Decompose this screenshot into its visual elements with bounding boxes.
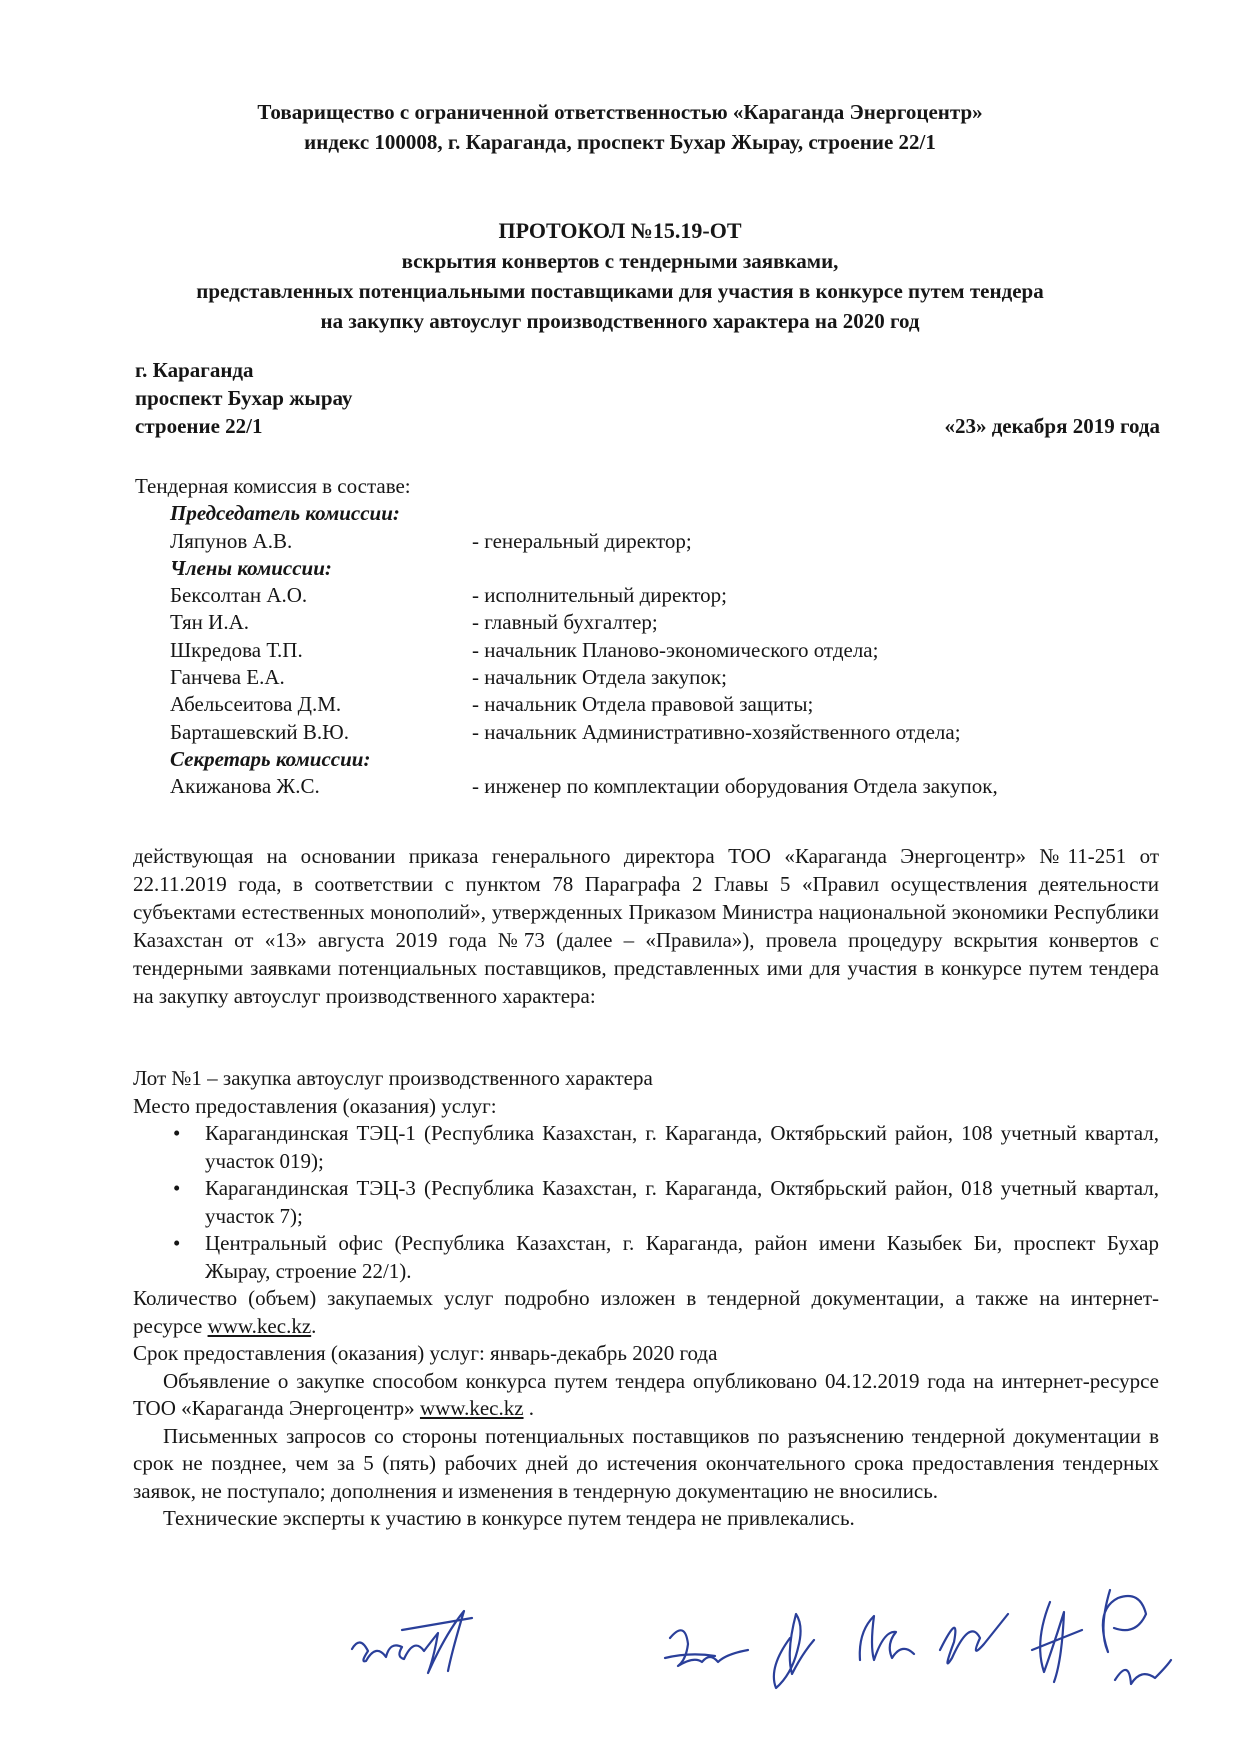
quantity-end: .: [311, 1313, 317, 1338]
quantity-paragraph: [133, 1285, 1159, 1340]
member-name: Барташевский В.Ю.: [170, 719, 349, 744]
place-street: проспект Бухар жырау: [135, 386, 353, 410]
commission-row: [135, 719, 1165, 746]
member-position: - начальник Административно-хозяйственного отдела;: [472, 719, 961, 744]
organization-name: Товарищество с ограниченной ответственностью «Караганда Энергоцентр»: [257, 100, 983, 124]
location-text: Карагандинская ТЭЦ-1 (Республика Казахстан, г. Караганда, Октябрьский район, 108 учетный квартал, участок 019);: [205, 1121, 1159, 1173]
member-name: Тян И.А.: [170, 610, 250, 635]
organization-header: [0, 97, 1240, 157]
place-city: г. Караганда: [135, 358, 254, 382]
member-position: - генеральный директор;: [472, 528, 692, 553]
requests-paragraph: Письменных запросов со стороны потенциальных поставщиков по разъяснению тендерной документации в срок не позднее, чем за 5 (пять) рабочих дней до истечения окончательного срока предоставления тендерных заявок, не поступало; дополнения и изменения в тендерную документацию не вносились.: [133, 1423, 1159, 1503]
member-name: Абельсеитова Д.М.: [170, 692, 342, 717]
signature-5: [940, 1614, 1008, 1663]
service-term: Срок предоставления (оказания) услуг: январь-декабрь 2020 года: [133, 1341, 718, 1365]
member-position: - начальник Отдела закупок;: [472, 665, 727, 690]
announcement-paragraph: [133, 1368, 1159, 1423]
protocol-subtitle-2: представленных потенциальными поставщиками для участия в конкурсе путем тендера: [196, 279, 1044, 303]
lot-section: [133, 1065, 1159, 1533]
announcement-end: .: [523, 1396, 535, 1420]
bullet-icon: •: [173, 1176, 181, 1200]
protocol-subtitle-1: вскрытия конвертов с тендерными заявками,: [401, 249, 839, 273]
protocol-title: [0, 216, 1240, 336]
signature-3: [774, 1614, 814, 1688]
member-position: - начальник Отдела правовой защиты;: [472, 692, 814, 717]
commission-row: [135, 691, 1165, 718]
chair-label: Председатель комиссии:: [170, 501, 400, 526]
member-position: - главный бухгалтер;: [472, 610, 658, 635]
member-name: Ляпунов А.В.: [170, 528, 293, 553]
signatures-area: [0, 1560, 1240, 1754]
member-name: Акижанова Ж.С.: [170, 774, 320, 799]
members-label: Члены комиссии:: [170, 555, 332, 580]
member-name: Шкредова Т.П.: [170, 637, 303, 662]
experts-paragraph: Технические эксперты к участию в конкурсе путем тендера не привлекались.: [163, 1506, 855, 1530]
protocol-date: «23» декабря 2019 года: [944, 414, 1160, 438]
signature-6: [1032, 1602, 1082, 1682]
signature-4: [860, 1616, 914, 1660]
member-name: Бексолтан А.О.: [170, 583, 308, 608]
member-name: Ганчева Е.А.: [170, 665, 285, 690]
organization-address: индекс 100008, г. Караганда, проспект Бухар Жырау, строение 22/1: [304, 130, 936, 154]
location-label: Место предоставления (оказания) услуг:: [133, 1093, 497, 1118]
commission-row: [135, 582, 1165, 609]
signature-1: [352, 1611, 472, 1673]
acting-paragraph: действующая на основании приказа генерального директора ТОО «Караганда Энергоцентр» №11-251 от 22.11.2019 года, в соответствии с пунктом 78 Параграфа 2 Главы 5 «Правил осуществления деятельности субъектами естественных монополий», утвержденных Приказом Министра национальной экономики Республики Казахстан от «13» августа 2019 года №73 (далее – «Правила»), провела процедуру вскрытия конвертов с тендерными заявками потенциальных поставщиков, представленных ими для участия в конкурсе путем тендера на закупку автоуслуг производственного характера:: [133, 844, 1159, 1008]
signature-7: [1103, 1590, 1171, 1684]
bullet-icon: •: [173, 1121, 181, 1145]
location-text: Центральный офис (Республика Казахстан, г. Караганда, район имени Казыбек Би, проспект Бухар Жырау, строение 22/1).: [205, 1231, 1159, 1283]
commission-intro: Тендерная комиссия в составе:: [135, 474, 411, 498]
list-item: [133, 1230, 1159, 1285]
member-position: - начальник Планово-экономического отдела;: [472, 637, 879, 662]
protocol-number: ПРОТОКОЛ №15.19-ОТ: [498, 218, 742, 243]
protocol-subtitle-3: на закупку автоуслуг производственного характера на 2020 год: [320, 309, 920, 333]
quantity-text: Количество (объем) закупаемых услуг подробно изложен в тендерной документации, а также на интернет-ресурсе: [133, 1286, 1159, 1338]
place-building: строение 22/1: [135, 414, 263, 438]
lot-title: Лот №1 – закупка автоуслуг производственного характера: [133, 1066, 653, 1090]
signature-2: [665, 1630, 748, 1666]
member-position: - инженер по комплектации оборудования Отдела закупок,: [472, 774, 998, 799]
list-item: [133, 1120, 1159, 1175]
bullet-icon: •: [173, 1231, 181, 1255]
member-position: - исполнительный директор;: [472, 583, 728, 608]
place-block: [135, 356, 352, 440]
commission-row: [135, 773, 1165, 800]
website-link[interactable]: www.kec.kz: [207, 1313, 312, 1338]
commission-row: [135, 637, 1165, 664]
commission-row: [135, 528, 1165, 555]
announcement-text: Объявление о закупке способом конкурса путем тендера опубликовано 04.12.2019 года на интернет-ресурсе ТОО «Караганда Энергоцентр»: [133, 1368, 1159, 1420]
location-text: Карагандинская ТЭЦ-3 (Республика Казахстан, г. Караганда, Октябрьский район, 018 учетный квартал, участок 7);: [205, 1176, 1159, 1228]
website-link[interactable]: www.kec.kz: [419, 1396, 524, 1420]
commission-row: [135, 664, 1165, 691]
location-list: [133, 1120, 1159, 1285]
commission-row: [135, 609, 1165, 636]
signatures-graphic: [0, 1560, 1240, 1754]
list-item: [133, 1175, 1159, 1230]
commission-list: [135, 473, 1165, 801]
secretary-label: Секретарь комиссии:: [170, 746, 371, 771]
